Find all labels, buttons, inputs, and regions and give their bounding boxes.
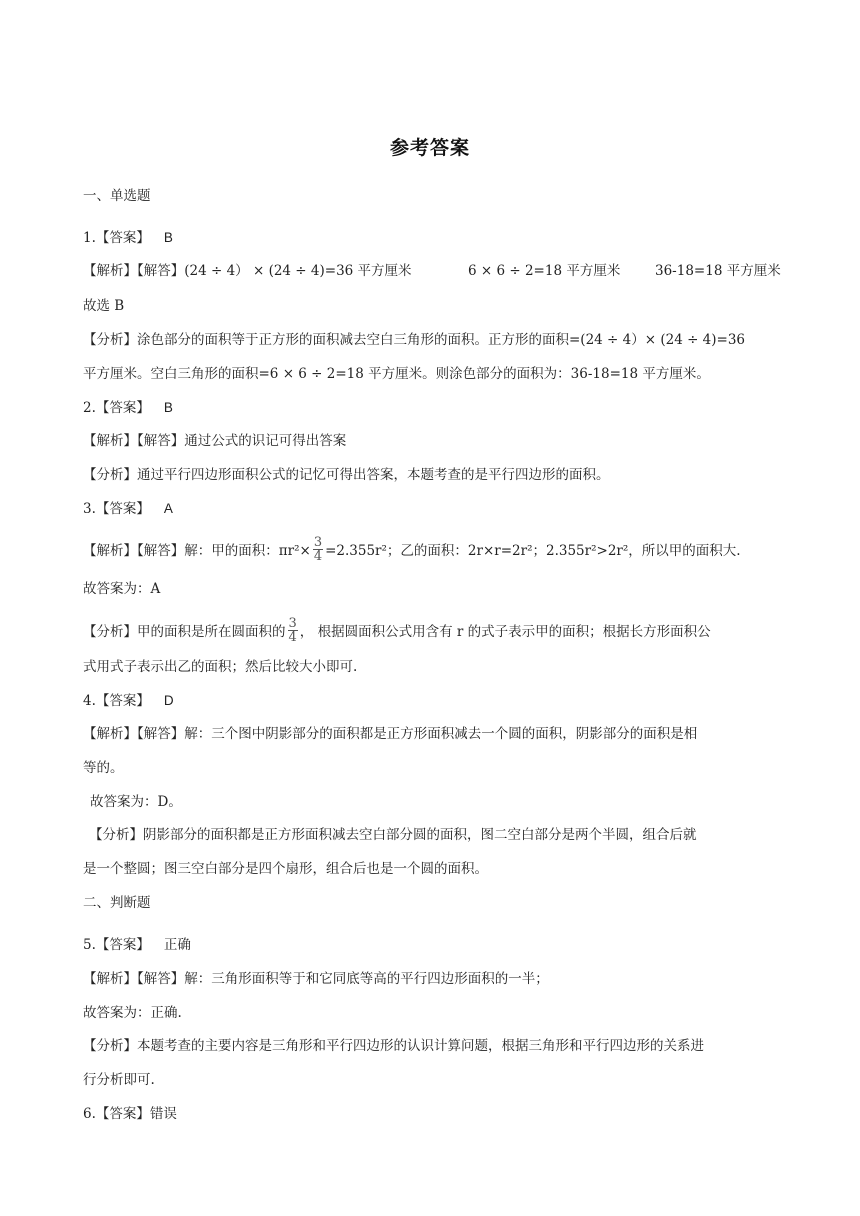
q4-answer-line bbox=[83, 692, 174, 710]
q3-jiexi-post: =2.355r²；乙的面积：2r×r=2r²；2.355r²>2r²，所以甲的面积大. bbox=[325, 543, 741, 559]
q3-answer-line bbox=[83, 500, 173, 518]
q6-answer-line bbox=[83, 1105, 177, 1123]
q1-jiexi-part-c: 36-18=18 平方厘米 bbox=[655, 263, 781, 279]
fraction-denominator: 4 bbox=[313, 549, 323, 564]
q6-answer-value: 错误 bbox=[149, 1106, 177, 1122]
q3-result-line: 故答案为：A bbox=[83, 581, 161, 597]
q4-answer-value: D bbox=[163, 693, 174, 708]
q3-answer-value: A bbox=[163, 501, 173, 516]
q1-fenxi-line-1: 【分析】涂色部分的面积等于正方形的面积减去空白三角形的面积。正方形的面积=(24 ÷ 4）× (24 ÷ 4)=36 bbox=[83, 332, 746, 348]
q2-answer-label: 2.【答案】 bbox=[83, 400, 150, 416]
page-title: 参考答案 bbox=[389, 137, 470, 159]
q1-jiexi-line bbox=[83, 262, 412, 280]
q5-jiexi-line: 【解析】【解答】解：三角形面积等于和它同底等高的平行四边形面积的一半； bbox=[83, 971, 549, 987]
fraction-denominator: 4 bbox=[288, 630, 297, 645]
section-heading-single-choice: 一、单选题 bbox=[83, 188, 151, 204]
fraction-numerator: 3 bbox=[288, 616, 297, 631]
q3-fenxi-line-2: 式用式子表示出乙的面积；然后比较大小即可. bbox=[83, 659, 358, 675]
q5-answer-label: 5.【答案】 bbox=[83, 937, 150, 953]
q5-answer-value: 正确 bbox=[163, 937, 191, 953]
fraction-numerator: 3 bbox=[313, 535, 323, 550]
q2-answer-value: B bbox=[163, 400, 173, 415]
section-heading-true-false: 二、判断题 bbox=[83, 895, 151, 911]
q2-answer-line bbox=[83, 399, 173, 417]
q1-answer-label: 1.【答案】 bbox=[83, 230, 150, 246]
q4-answer-label: 4.【答案】 bbox=[83, 693, 150, 709]
q2-jiexi-line: 【解析】【解答】通过公式的识记可得出答案 bbox=[83, 433, 347, 449]
q4-result-line: 故答案为：D。 bbox=[90, 794, 182, 810]
q4-jiexi-line-2: 等的。 bbox=[83, 760, 124, 776]
fraction-three-quarters bbox=[313, 536, 323, 563]
q1-choose-line: 故选 B bbox=[83, 298, 125, 314]
q3-fenxi-line-1 bbox=[83, 616, 711, 646]
fraction-three-quarters bbox=[288, 617, 298, 644]
q6-answer-label: 6.【答案】 bbox=[83, 1106, 150, 1122]
q1-answer-line bbox=[83, 229, 173, 247]
q5-fenxi-line-2: 行分析即可. bbox=[83, 1072, 155, 1088]
q4-fenxi-line-2: 是一个整圆；图三空白部分是四个扇形，组合后也是一个圆的面积。 bbox=[83, 861, 488, 877]
q1-answer-value: B bbox=[163, 230, 173, 245]
q3-fenxi-post: ， 根据圆面积公式用含有 r 的式子表示甲的面积；根据长方形面积公 bbox=[299, 624, 711, 640]
q3-jiexi-line bbox=[83, 535, 741, 565]
q3-jiexi-pre: 【解析】【解答】解：甲的面积：πr²× bbox=[83, 543, 311, 559]
q5-fenxi-line-1: 【分析】本题考查的主要内容是三角形和平行四边形的认识计算问题，根据三角形和平行四边形的关系进 bbox=[83, 1038, 704, 1054]
q4-fenxi-line-1: 【分析】阴影部分的面积都是正方形面积减去空白部分圆的面积，图二空白部分是两个半圆，组合后就 bbox=[89, 827, 697, 843]
q1-fenxi-line-2: 平方厘米。空白三角形的面积=6 × 6 ÷ 2=18 平方厘米。则涂色部分的面积为：36-18=18 平方厘米。 bbox=[83, 366, 710, 382]
q5-answer-line bbox=[83, 936, 191, 954]
q1-jiexi-part-a: 【解析】【解答】(24 ÷ 4） × (24 ÷ 4)=36 平方厘米 bbox=[83, 263, 412, 279]
q3-answer-label: 3.【答案】 bbox=[83, 501, 150, 517]
q3-fenxi-pre: 【分析】甲的面积是所在圆面积的 bbox=[83, 624, 286, 640]
q5-result-line: 故答案为：正确. bbox=[83, 1005, 182, 1021]
q4-jiexi-line-1: 【解析】【解答】解：三个图中阴影部分的面积都是正方形面积减去一个圆的面积，阴影部分的面积是相 bbox=[83, 726, 698, 742]
q1-jiexi-part-b: 6 × 6 ÷ 2=18 平方厘米 bbox=[468, 263, 621, 279]
q2-fenxi-line: 【分析】通过平行四边形面积公式的记忆可得出答案，本题考查的是平行四边形的面积。 bbox=[83, 467, 610, 483]
